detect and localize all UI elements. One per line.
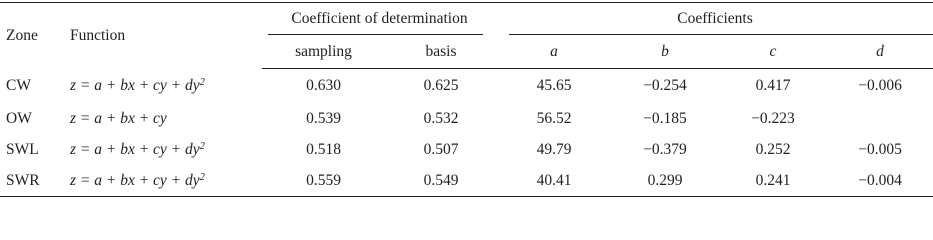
header-coefficients-label: Coefficients <box>677 10 753 28</box>
cell-b: −0.254 <box>643 77 687 95</box>
cell-d: −0.005 <box>858 140 902 158</box>
coefficients-rule <box>509 34 933 35</box>
determination-rule <box>268 34 483 35</box>
function-text: z = a + bx + cy <box>70 109 167 127</box>
cell-function <box>66 134 262 165</box>
cell-function <box>66 103 262 134</box>
cell-sampling: 0.518 <box>306 140 341 158</box>
cell-a: 45.65 <box>536 77 572 95</box>
cell-sampling: 0.630 <box>306 77 341 95</box>
header-a: a <box>497 35 611 69</box>
cell-a: 49.79 <box>536 140 572 158</box>
cell-zone: CW <box>6 77 31 94</box>
coefficients-table <box>0 2 933 197</box>
function-exponent: 2 <box>199 172 205 184</box>
header-b: b <box>611 35 719 69</box>
cell-c: 0.417 <box>755 77 791 95</box>
table-row <box>0 69 933 104</box>
header-determination-label: Coefficient of determination <box>291 10 468 28</box>
cell-function <box>66 165 262 197</box>
cell-basis: 0.532 <box>423 109 459 127</box>
cell-b: 0.299 <box>611 165 719 197</box>
cell-zone: SWL <box>6 140 39 158</box>
cell-b: −0.185 <box>643 109 687 127</box>
header-basis: basis <box>385 35 497 69</box>
cell-sampling: 0.559 <box>262 165 385 197</box>
cell-c: −0.223 <box>751 109 795 127</box>
cell-d <box>827 103 933 134</box>
cell-sampling: 0.539 <box>306 109 341 127</box>
header-d: d <box>827 35 933 69</box>
cell-a: 40.41 <box>497 165 611 197</box>
table-row <box>0 165 933 197</box>
header-c: c <box>719 35 827 69</box>
cell-c: 0.241 <box>719 165 827 197</box>
header-sampling: sampling <box>262 35 385 69</box>
cell-zone: SWR <box>0 165 66 197</box>
header-determination <box>262 3 497 36</box>
function-exponent: 2 <box>199 141 205 153</box>
function-exponent: 2 <box>199 77 205 89</box>
cell-c: 0.252 <box>755 140 791 158</box>
cell-basis: 0.549 <box>385 165 497 197</box>
cell-a: 56.52 <box>536 109 572 127</box>
cell-d: −0.006 <box>858 77 902 95</box>
cell-d: −0.004 <box>827 165 933 197</box>
cell-zone: OW <box>6 109 32 127</box>
function-text: z = a + bx + cy + dy <box>70 140 200 158</box>
cell-basis: 0.507 <box>423 140 459 158</box>
function-text: z = a + bx + cy + dy <box>70 77 200 94</box>
table-row <box>0 134 933 165</box>
cell-basis: 0.625 <box>423 77 459 95</box>
cell-b: −0.379 <box>643 140 687 158</box>
header-function: Function <box>66 3 262 69</box>
header-zone: Zone <box>0 3 66 69</box>
function-text: z = a + bx + cy + dy <box>70 171 200 189</box>
cell-function <box>66 69 262 104</box>
table-row <box>0 103 933 134</box>
header-coefficients <box>497 3 933 36</box>
